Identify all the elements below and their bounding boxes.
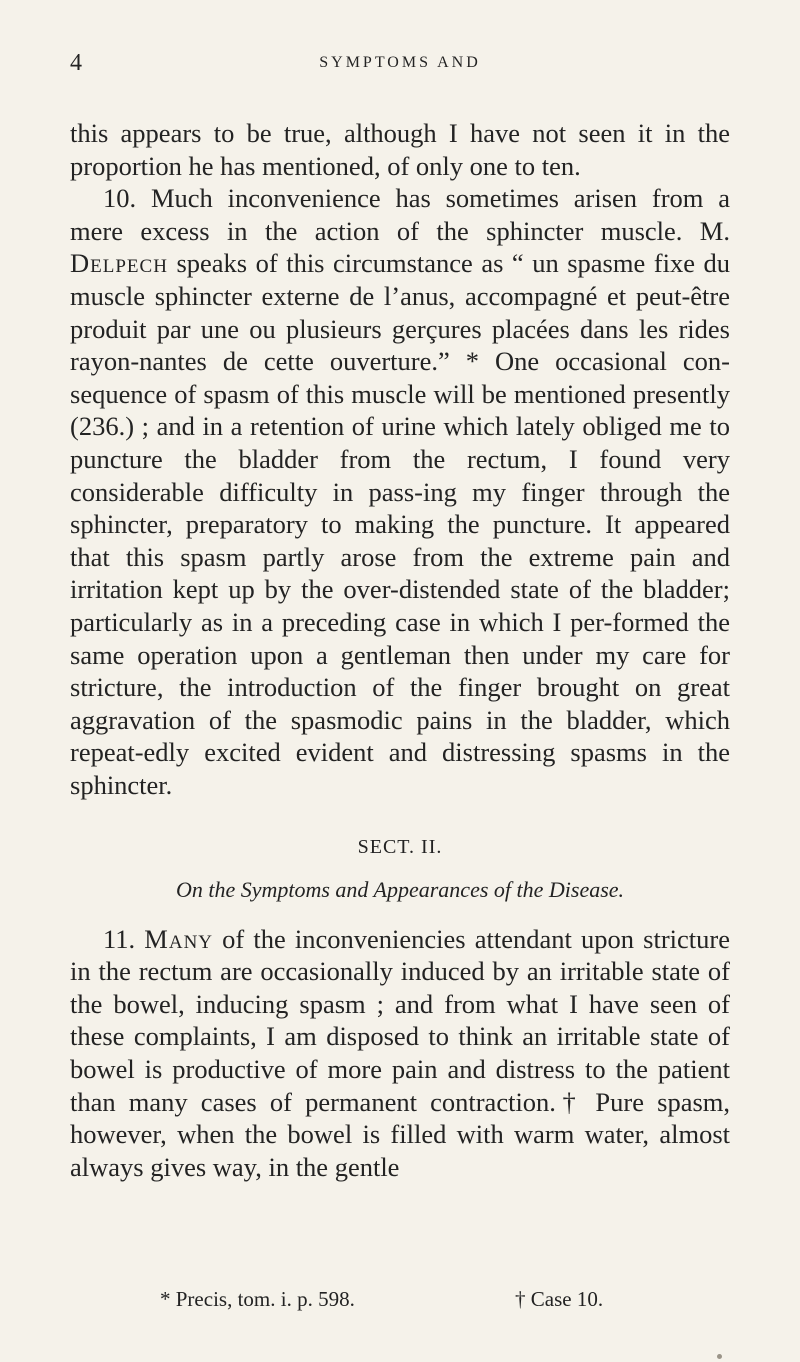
footnote-case: † Case 10. <box>515 1287 604 1311</box>
paragraph-11-body: of the inconveniencies attendant upon stricture in the rectum are occasionally induced by an irritable state of the bowel, inducing spasm ; and from what I have seen of these complaints, I am disposed to think an irritable state of bowel is productive of more pain and distress to the patient than many cases of permanent contraction.† Pure spasm, however, when the bowel is filled with warm water, almost always gives way, in the gentle <box>70 923 730 1182</box>
author-name-delpech: Delpech <box>70 248 168 279</box>
paragraph-10 <box>70 182 730 801</box>
body-text <box>70 117 730 1183</box>
running-title: SYMPTOMS AND <box>319 54 481 71</box>
paragraph-10-body: speaks of this circumstance as “ un spasme fixe du muscle sphincter externe de l’anus, accompagné et peut-être produit par une ou plusieurs gerçures placées dans les rides rayon-nantes de cette ouverture.” * One occasional con-sequence of spasm of this muscle will be mentioned presently (236.) ; and in a retention of urine which lately obliged me to puncture the bladder from the rectum, I found very considerable difficulty in pass-ing my finger through the sphincter, preparatory to making the puncture. It appeared that this spasm partly arose from the extreme pain and irritation kept up by the over-distended state of the bladder; particularly as in a preceding case in which I per-formed the same operation upon a gentleman then under my care for stricture, the introduction of the finger brought on great aggravation of the spasmodic pains in the bladder, which repeat-edly excited evident and distressing spasms in the sphincter. <box>70 248 730 800</box>
paragraph-continued: this appears to be true, although I have not seen it in the proportion he has mentioned, of only one to ten. <box>70 118 730 181</box>
running-head <box>70 50 730 80</box>
section-subheading: On the Symptoms and Appearances of the Disease. <box>175 877 625 903</box>
ink-speck <box>717 1354 722 1359</box>
paragraph-11-number: 11. <box>103 923 145 954</box>
page-number: 4 <box>70 50 82 76</box>
footnote-precis: * Precis, tom. i. p. 598. <box>160 1287 355 1311</box>
paragraph-10-text: 10. Much inconvenience has sometimes arisen from a mere excess in the action of the sphincter muscle. M. <box>70 183 730 246</box>
paragraph-11 <box>70 923 730 1184</box>
paragraph-11-lead: Many <box>144 923 214 954</box>
section-heading: SECT. II. <box>357 836 443 859</box>
footnotes <box>160 1287 660 1313</box>
